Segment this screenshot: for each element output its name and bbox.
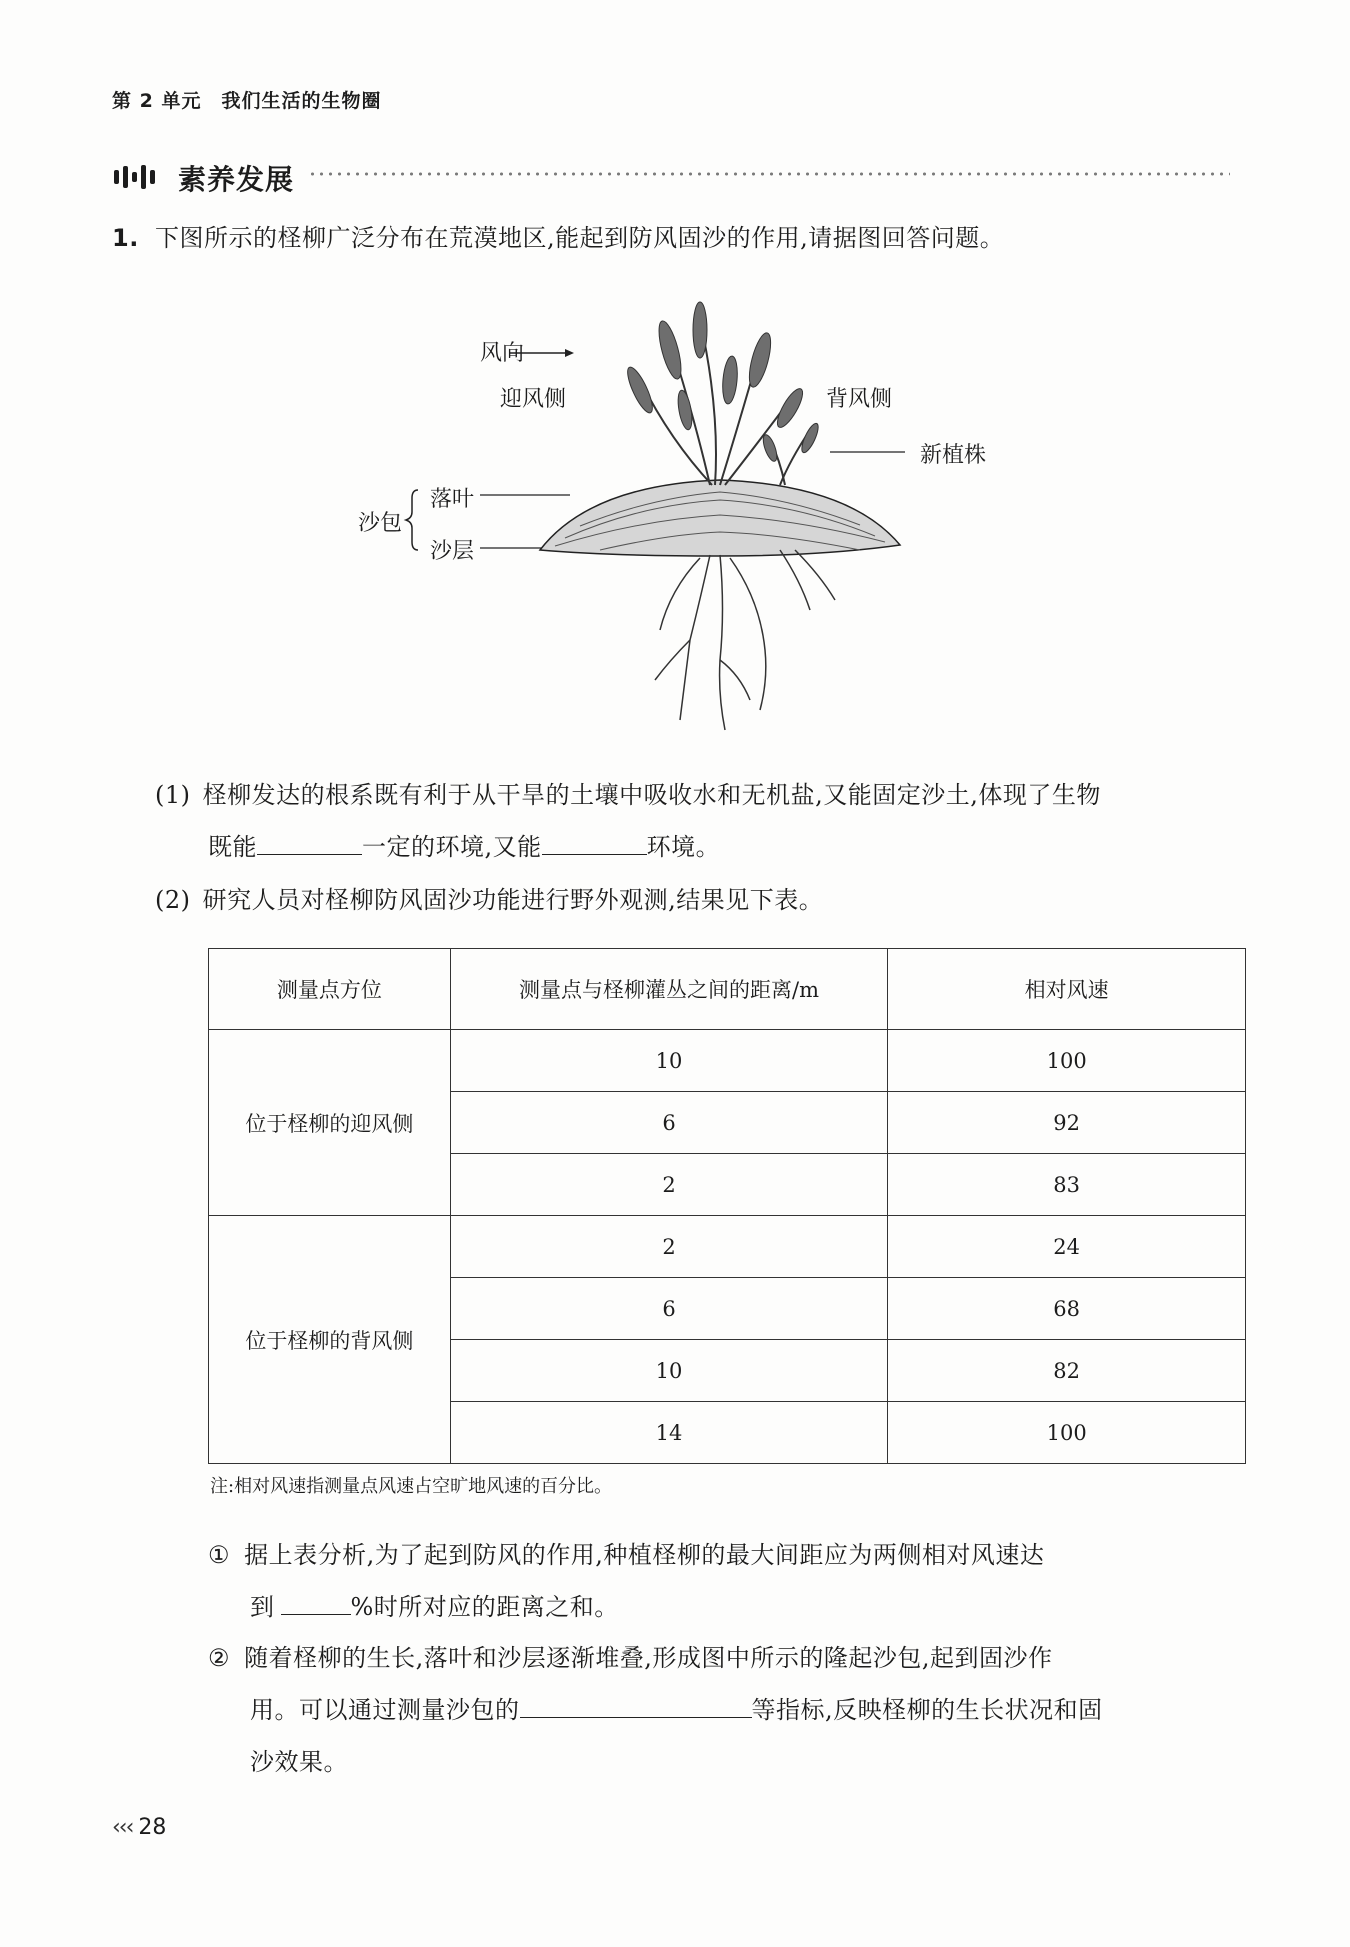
sand-layer-label: 沙层 [430, 539, 475, 564]
answer-blank-3[interactable] [281, 1594, 351, 1615]
distance-cell: 2 [450, 1154, 888, 1216]
relative-speed-cell: 100 [888, 1030, 1246, 1092]
sand-mound-label: 沙包 [358, 511, 403, 536]
relative-speed-cell: 82 [888, 1340, 1246, 1402]
distance-cell: 2 [450, 1216, 888, 1278]
relative-speed-cell: 24 [888, 1216, 1246, 1278]
section-bars-icon [114, 165, 155, 189]
item-2-line-1 [208, 1638, 1053, 1673]
sub-question-1-line-2 [208, 827, 720, 862]
page-footer [112, 1815, 166, 1840]
item-1-text: 据上表分析,为了起到防风的作用,种植柽柳的最大间距应为两侧相对风速达 [244, 1541, 1045, 1569]
item-1-text-a: 到 [250, 1593, 275, 1621]
wind-direction-label: 风向 [480, 341, 525, 366]
distance-cell: 10 [450, 1030, 888, 1092]
item-1-line-2 [250, 1587, 619, 1622]
relative-speed-cell: 92 [888, 1092, 1246, 1154]
dotted-divider [308, 172, 1230, 176]
position-cell: 位于柽柳的背风侧 [209, 1216, 451, 1464]
sub-question-2-text: 研究人员对柽柳防风固沙功能进行野外观测,结果见下表。 [202, 886, 824, 914]
windward-label: 迎风侧 [500, 387, 567, 412]
section-title: 素养发展 [178, 163, 295, 196]
item-2-text: 随着柽柳的生长,落叶和沙层逐渐堆叠,形成图中所示的隆起沙包,起到固沙作 [244, 1644, 1053, 1672]
relative-speed-cell: 83 [888, 1154, 1246, 1216]
distance-cell: 10 [450, 1340, 888, 1402]
leaf-layer-label: 落叶 [430, 487, 475, 512]
distance-cell: 14 [450, 1402, 888, 1464]
tamarisk-diagram [340, 300, 1040, 740]
relative-speed-cell: 100 [888, 1402, 1246, 1464]
page-number: 28 [138, 1815, 167, 1840]
leeward-label: 背风侧 [826, 387, 893, 412]
item-2-text-a: 用。可以通过测量沙包的 [250, 1696, 520, 1724]
question-number: 1. [112, 224, 139, 252]
distance-cell: 6 [450, 1092, 888, 1154]
question-intro [112, 218, 1004, 253]
position-cell: 位于柽柳的迎风侧 [209, 1030, 451, 1216]
answer-blank-2[interactable] [542, 834, 647, 855]
sub-question-2 [155, 880, 823, 915]
item-2-text-b: 等指标,反映柽柳的生长状况和固 [751, 1696, 1103, 1724]
table-note: 注:相对风速指测量点风速占空旷地风速的百分比。 [210, 1476, 613, 1497]
table-row [209, 1030, 1246, 1092]
tamarisk-illustration [340, 300, 1040, 740]
wind-speed-table [208, 948, 1246, 1464]
item-1-line-1 [208, 1535, 1044, 1570]
item-2-line-3: 沙效果。 [250, 1748, 348, 1776]
chevron-left-icon: ‹‹‹ [112, 1815, 133, 1840]
table-header-cell: 相对风速 [888, 949, 1246, 1030]
table-header-cell: 测量点与柽柳灌丛之间的距离/m [450, 949, 888, 1030]
table-header-cell: 测量点方位 [209, 949, 451, 1030]
sub-question-2-number: (2) [155, 886, 191, 914]
item-1-mark: ① [208, 1541, 231, 1569]
item-2-mark: ② [208, 1644, 231, 1672]
sub-question-1-text-a: 既能 [208, 833, 257, 861]
item-1-text-b: %时所对应的距离之和。 [350, 1593, 619, 1621]
question-text: 下图所示的柽柳广泛分布在荒漠地区,能起到防风固沙的作用,请据图回答问题。 [154, 224, 1005, 252]
distance-cell: 6 [450, 1278, 888, 1340]
unit-header: 第 2 单元 我们生活的生物圈 [112, 90, 382, 112]
relative-speed-cell: 68 [888, 1278, 1246, 1340]
table-header-row [209, 949, 1246, 1030]
new-plant-label: 新植株 [920, 443, 987, 468]
sub-question-1-line-1 [155, 775, 1101, 810]
sub-question-1-number: (1) [155, 781, 191, 809]
sub-question-1-text-c: 环境。 [646, 833, 721, 861]
answer-blank-1[interactable] [257, 834, 362, 855]
answer-blank-4[interactable] [520, 1697, 752, 1718]
table-row [209, 1216, 1246, 1278]
sub-question-1-text-b: 一定的环境,又能 [362, 833, 542, 861]
sub-question-1-text: 柽柳发达的根系既有利于从干旱的土壤中吸收水和无机盐,又能固定沙土,体现了生物 [202, 781, 1101, 809]
item-2-line-2 [250, 1690, 1103, 1725]
